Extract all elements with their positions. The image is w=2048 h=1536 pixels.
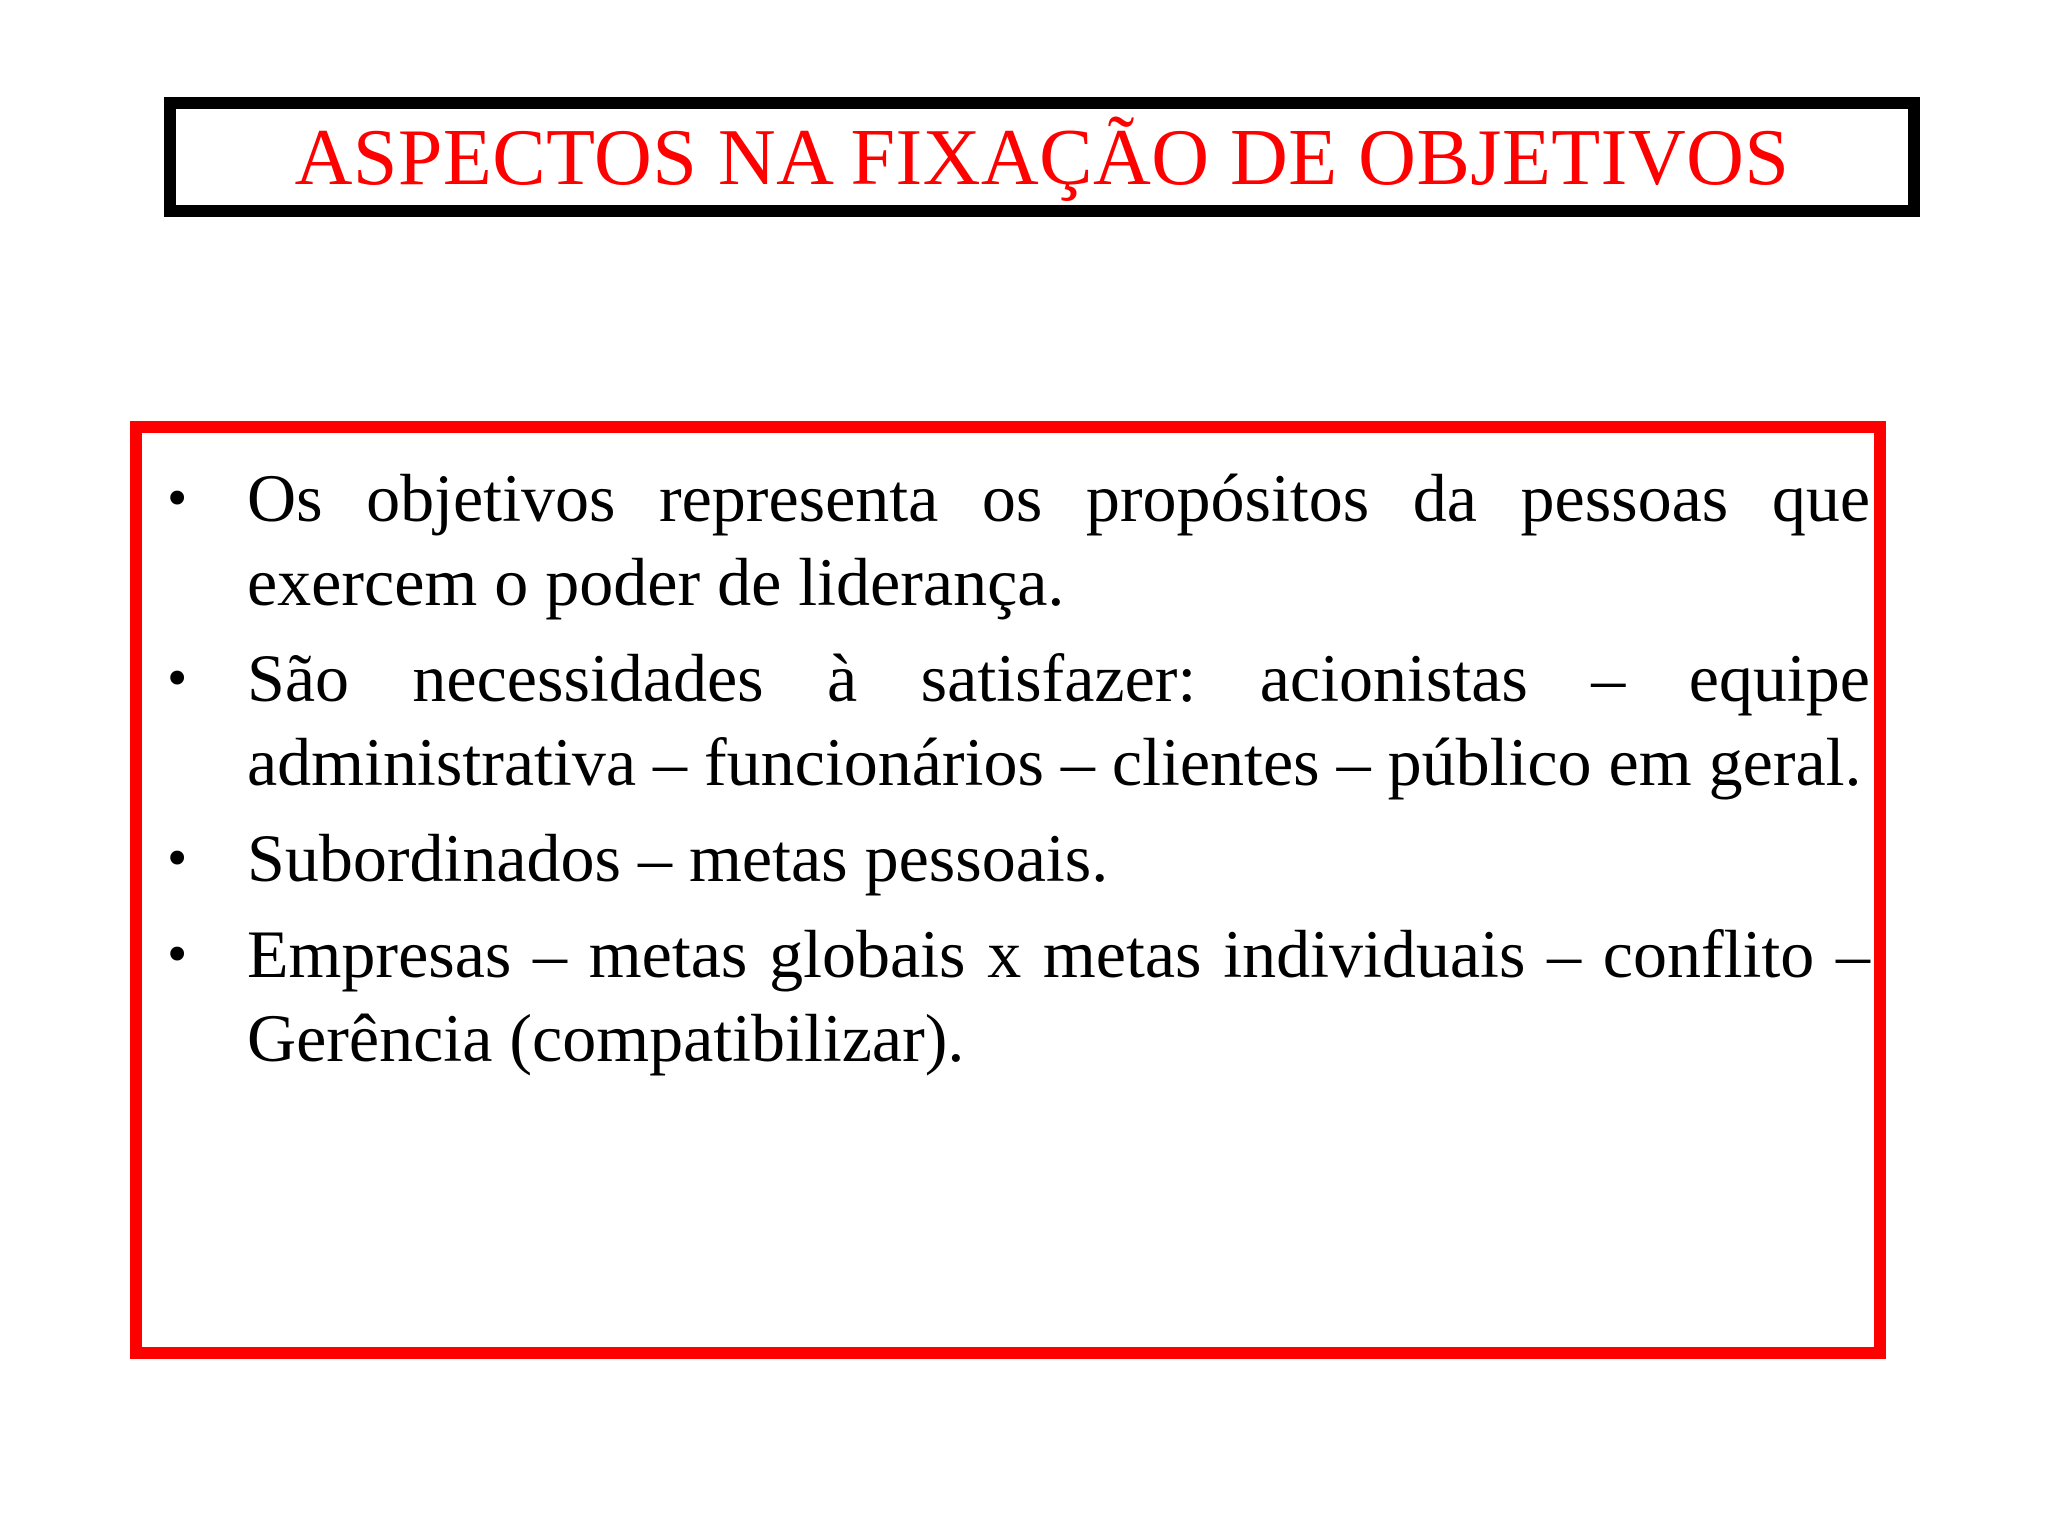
title-box [164, 97, 1920, 217]
bullet-item-necessidades [167, 636, 1870, 804]
slide-title: ASPECTOS NA FIXAÇÃO DE OBJETIVOS [294, 114, 1790, 202]
bullet-text: São necessidades à satisfazer: acionistas – equipe administrativa – funcionários – clientes – público em geral. [247, 640, 1870, 800]
bullet-icon: • [167, 921, 188, 986]
bullet-text: Empresas – metas globais x metas individuais – conflito – Gerência (compatibilizar). [247, 916, 1870, 1076]
bullet-item-subordinados [167, 816, 1870, 900]
content-box [130, 421, 1886, 1359]
bullet-icon: • [167, 465, 188, 530]
bullet-icon: • [167, 825, 188, 890]
bullet-text: Os objetivos representa os propósitos da pessoas que exercem o poder de liderança. [247, 460, 1870, 620]
bullet-text: Subordinados – metas pessoais. [247, 820, 1109, 896]
bullet-item-empresas [167, 912, 1870, 1080]
bullet-list [167, 456, 1870, 1092]
bullet-item-objetivos [167, 456, 1870, 624]
bullet-icon: • [167, 645, 188, 710]
